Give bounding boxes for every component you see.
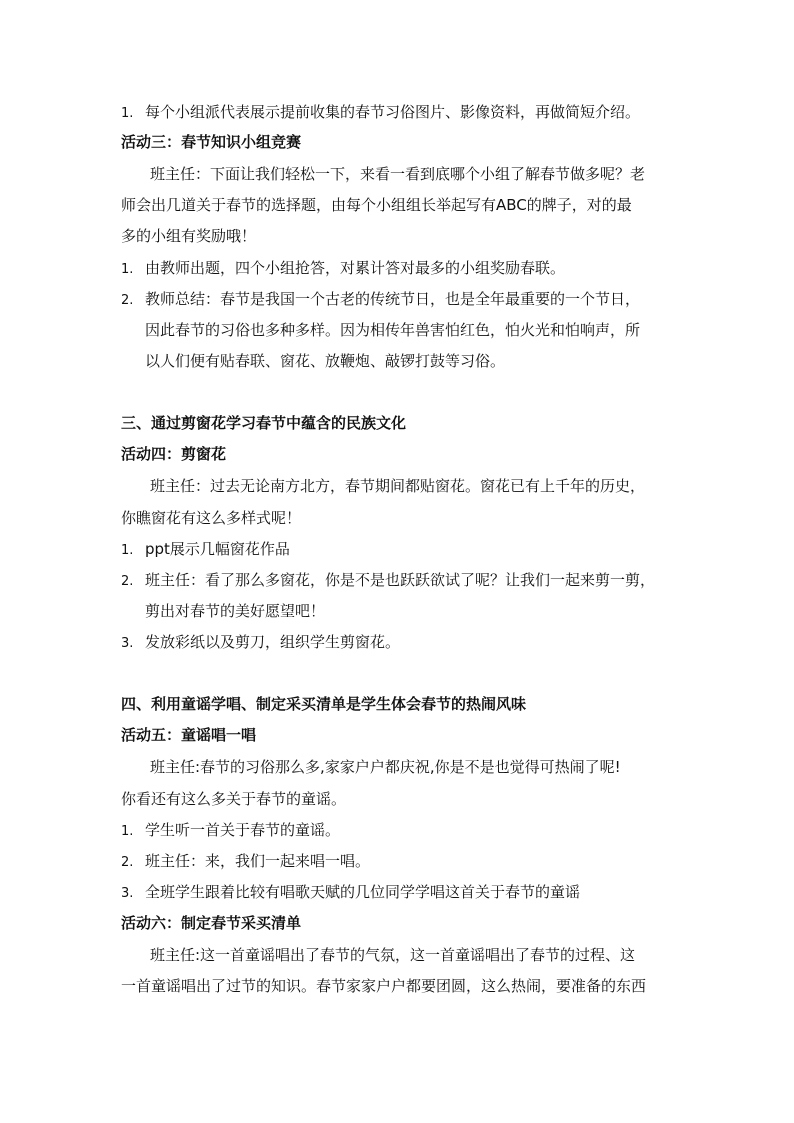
paragraph-line: 你瞧窗花有这么多样式呢！ — [121, 509, 302, 527]
list-item-continuation: 以人们便有贴春联、窗花、放鞭炮、敲锣打鼓等习俗。 — [145, 352, 506, 370]
paragraph-line: 班主任:春节的习俗那么多,家家户户都庆祝,你是不是也觉得可热闹了呢! — [150, 758, 621, 776]
section-heading: 四、利用童谣学唱、制定采买清单是学生体会春节的热闹风味 — [121, 695, 527, 713]
list-item-text: 学生听一首关于春节的童谣。 — [145, 821, 341, 839]
section-heading: 三、通过剪窗花学习春节中蕴含的民族文化 — [121, 414, 407, 432]
list-number: 3. — [121, 886, 134, 901]
list-number: 3. — [121, 636, 134, 651]
list-number: 1. — [121, 543, 134, 558]
paragraph-line: 班主任：过去无论南方北方，春节期间都贴窗花。窗花已有上千年的历史， — [150, 477, 646, 495]
list-item-continuation: 因此春节的习俗也多种多样。因为相传年兽害怕红色，怕火光和怕响声，所 — [145, 321, 641, 339]
list-item — [121, 102, 681, 124]
list-item — [121, 882, 681, 904]
list-number: 2. — [121, 293, 134, 308]
list-item — [121, 851, 681, 873]
list-item — [121, 258, 681, 280]
list-item-text: 全班学生跟着比较有唱歌天赋的几位同学学唱这首关于春节的童谣 — [145, 883, 581, 901]
activity-heading: 活动五：童谣唱一唱 — [121, 726, 257, 744]
list-item — [121, 570, 681, 592]
activity-heading: 活动六：制定春节采买清单 — [121, 914, 302, 932]
paragraph-line: 班主任:这一首童谣唱出了春节的气氛，这一首童谣唱出了春节的过程、这 — [150, 946, 636, 964]
list-item — [121, 289, 681, 311]
activity-heading: 活动三：春节知识小组竞赛 — [121, 133, 302, 151]
list-number: 2. — [121, 855, 134, 870]
paragraph-line: 你看还有这么多关于春节的童谣。 — [121, 790, 347, 808]
list-number: 1. — [121, 106, 134, 121]
list-number: 1. — [121, 824, 134, 839]
list-item-text: 班主任：看了那么多窗花，你是不是也跃跃欲试了呢？让我们一起来剪一剪， — [145, 571, 656, 589]
list-number: 2. — [121, 574, 134, 589]
list-item — [121, 632, 681, 654]
list-item-text: 教师总结：春节是我国一个古老的传统节日，也是全年最重要的一个节日， — [145, 290, 641, 308]
list-item — [121, 820, 681, 842]
list-item-text: 发放彩纸以及剪刀，组织学生剪窗花。 — [145, 633, 401, 651]
paragraph-line: 班主任：下面让我们轻松一下，来看一看到底哪个小组了解春节做多呢？老 — [150, 165, 646, 183]
list-item-text: 由教师出题，四个小组抢答，对累计答对最多的小组奖励春联。 — [145, 259, 566, 277]
paragraph-line: 多的小组有奖励哦！ — [121, 227, 257, 245]
list-item-text: 每个小组派代表展示提前收集的春节习俗图片、影像资料，再做简短介绍。 — [145, 103, 641, 121]
activity-heading: 活动四：剪窗花 — [121, 445, 227, 463]
list-item-continuation: 剪出对春节的美好愿望吧！ — [145, 602, 326, 620]
list-item-text: 班主任：来，我们一起来唱一唱。 — [145, 852, 371, 870]
list-item-text: ppt展示几幅窗花作品 — [145, 540, 290, 558]
list-number: 1. — [121, 262, 134, 277]
list-item — [121, 539, 681, 561]
paragraph-line: 一首童谣唱出了过节的知识。春节家家户户都要团圆，这么热闹，要准备的东西 — [121, 977, 647, 995]
paragraph-line: 师会出几道关于春节的选择题，由每个小组组长举起写有ABC的牌子，对的最 — [121, 196, 632, 214]
